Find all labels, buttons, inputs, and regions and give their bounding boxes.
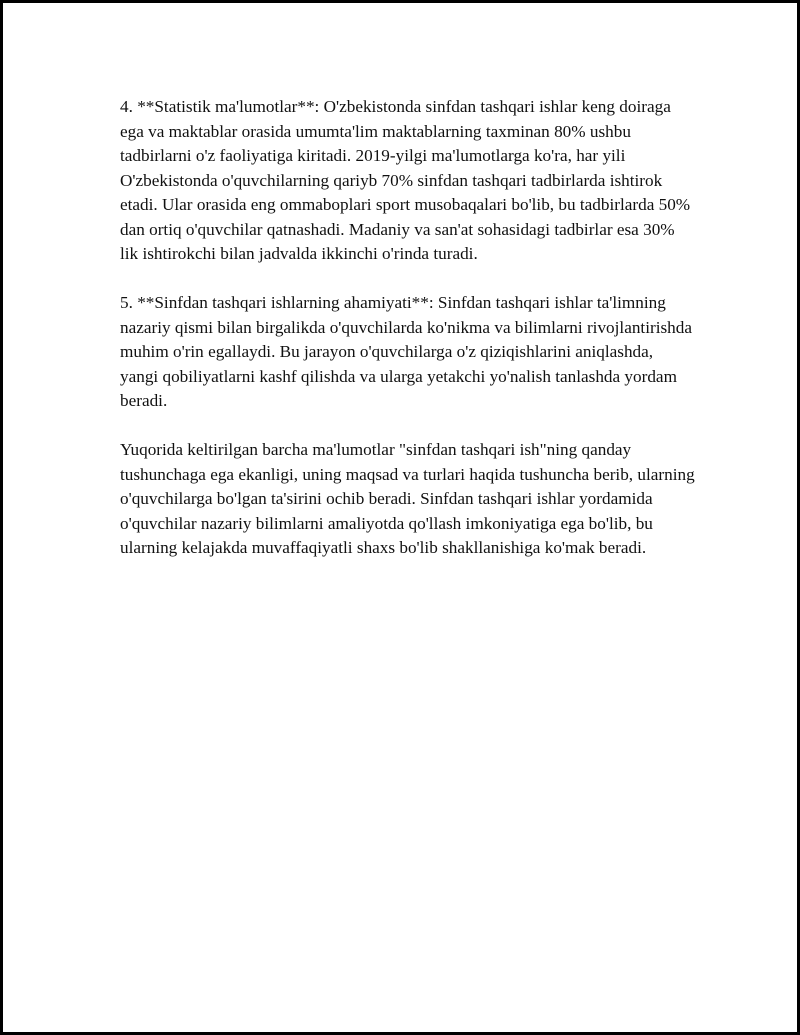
paragraph-conclusion: Yuqorida keltirilgan barcha ma'lumotlar "sinfdan tashqari ish"ning qanday tushunchaga ega ekanligi, uning maqsad va turlari haqida tushuncha berib, ularning o'quvchilarga bo'lgan ta'sirini ochib beradi. Sinfdan tashqari ishlar yordamida o'quvchilar nazariy bilimlarni amaliyotda qo'llash imkoniyatiga ega bo'lib, bu ularning kelajakda muvaffaqiyatli shaxs bo'lib shakllanishiga ko'mak beradi. — [120, 440, 695, 557]
document-body — [120, 95, 695, 585]
paragraph-importance: 5. **Sinfdan tashqari ishlarning ahamiyati**: Sinfdan tashqari ishlar ta'limning nazariy qismi bilan birgalikda o'quvchilarda ko'nikma va bilimlarni rivojlantirishda muhim o'rin egallaydi. Bu jarayon o'quvchilarga o'z qiziqishlarini aniqlashda, yangi qobiliyatlarni kashf qilishda va ularga yetakchi yo'nalish tanlashda yordam beradi. — [120, 293, 692, 410]
paragraph-statistics: 4. **Statistik ma'lumotlar**: O'zbekistonda sinfdan tashqari ishlar keng doiraga ega va maktablar orasida umumta'lim maktablarning taxminan 80% ushbu tadbirlarni o'z faoliyatiga kiritadi. 2019-yilgi ma'lumotlarga ko'ra, har yili O'zbekistonda o'quvchilarning qariyb 70% sinfdan tashqari tadbirlarda ishtirok etadi. Ular orasida eng ommaboplari sport musobaqalari bo'lib, bu tadbirlarda 50% dan ortiq o'quvchilar qatnashadi. Madaniy va san'at sohasidagi tadbirlar esa 30% lik ishtirokchi bilan jadvalda ikkinchi o'rinda turadi. — [120, 97, 691, 263]
